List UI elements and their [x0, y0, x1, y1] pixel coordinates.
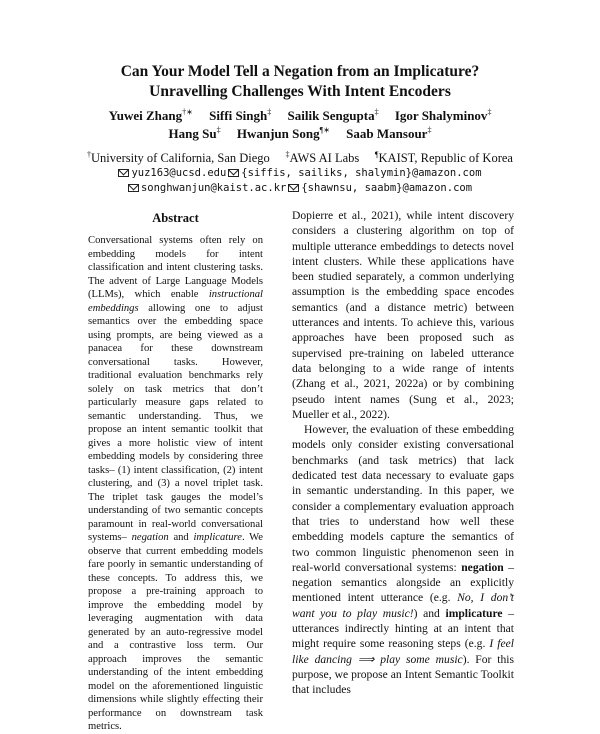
affiliation: ¶KAIST, Republic of Korea: [374, 150, 513, 166]
author: Sailik Sengupta‡: [287, 108, 379, 124]
intro-paragraph-2: However, the evaluation of these embedding models only consider existing conversational benchmarks (and task metrics) that lack dedicated test data necessary to evaluate gaps in semantic understanding. In this paper, we consider a complementary evaluation approach that tries to understand how well these embedding models capture the semantics of two common linguistic phenomenon seen in real-world conversational systems: negation – negation semantics alongside an explicitly mentioned intent utterance (e.g. No, I don’t want you to play music!) and implicature – utterances indirectly hinting at an intent that might require some reasoning steps (e.g. I feel like dancing ⟹ play some music). For this purpose, we propose an Intent Semantic Toolkit that includes: [292, 423, 514, 697]
abstract-body: Conversational systems often rely on embedding models for intent classification and intent clustering tasks. The advent of Large Language Models (LLMs), which enable instructional embeddings allowing one to adjust semantics over the embedding space using prompts, are being viewed as a panacea for these downstream conversational tasks. However, traditional evaluation benchmarks rely solely on task metrics that don’t particularly measure gaps related to semantic understanding. Thus, we propose an intent semantic toolkit that gives a more holistic view of intent embedding models by considering three tasks– (1) intent classification, (2) intent clustering, and (3) a novel triplet task. The triplet task gauges the model’s understanding of two semantic concepts paramount in real-world conversational systems– negation and implicature. We observe that current embedding models fare poorly in semantic understanding of these concepts. To address this, we propose a pre-training approach to improve the embedding model by leveraging augmentation with data generated by an auto-regressive model and a contrastive loss term. Our approach improves the semantic understanding of the intent embedding model on the aforementioned linguistic dimensions while slightly effecting their performance on downstream task metrics.: [88, 235, 263, 732]
emails-row-1: [0, 166, 600, 180]
envelope-icon: [128, 184, 139, 192]
affiliation: ‡AWS AI Labs: [285, 150, 360, 166]
envelope-icon: [118, 169, 129, 177]
intro-paragraph-1: Dopierre et al., 2021), while intent discovery considers a clustering algorithm on top of multiple utterance embeddings to detects novel intent clusters. While these applications have been studied separately, a common underlying assumption is the embedding space encodes semantics (and a distance metric) between utterances and intents. To achieve this, various approaches have been proposed such as supervised pre-training on labeled utterance data belonging to a wide range of intents (Zhang et al., 2021, 2022a) or by combining pseudo intent names (Sung et al., 2023; Mueller et al., 2022).: [292, 209, 514, 421]
author: Hang Su‡: [168, 126, 221, 142]
affiliations: [0, 147, 600, 166]
affiliation: †University of California, San Diego: [87, 150, 270, 166]
envelope-icon: [288, 184, 299, 192]
abstract-heading: Abstract: [152, 211, 199, 225]
authors-row-2: [0, 122, 600, 143]
title-line-2: Unravelling Challenges With Intent Encoders: [149, 83, 451, 100]
author: Siffi Singh‡: [209, 108, 272, 124]
title-line-1: Can Your Model Tell a Negation from an Implicature?: [120, 63, 480, 80]
email-link[interactable]: {shawnsu, saabm}@amazon.com: [301, 182, 473, 194]
email-link[interactable]: yuz163@ucsd.edu: [131, 167, 227, 179]
paper-title: [0, 62, 600, 102]
email-link[interactable]: songhwanjun@kaist.ac.kr: [140, 182, 287, 194]
author: Hwanjun Song¶∗: [236, 126, 330, 142]
author: Saab Mansour‡: [346, 126, 432, 142]
envelope-icon: [228, 169, 239, 177]
author: Yuwei Zhang†∗: [108, 108, 193, 124]
emails-row-2: [0, 181, 600, 195]
email-link[interactable]: {siffis, sailiks, shalymin}@amazon.com: [241, 167, 482, 179]
intro-column: [292, 208, 514, 698]
author: Igor Shalyminov‡: [394, 108, 492, 124]
